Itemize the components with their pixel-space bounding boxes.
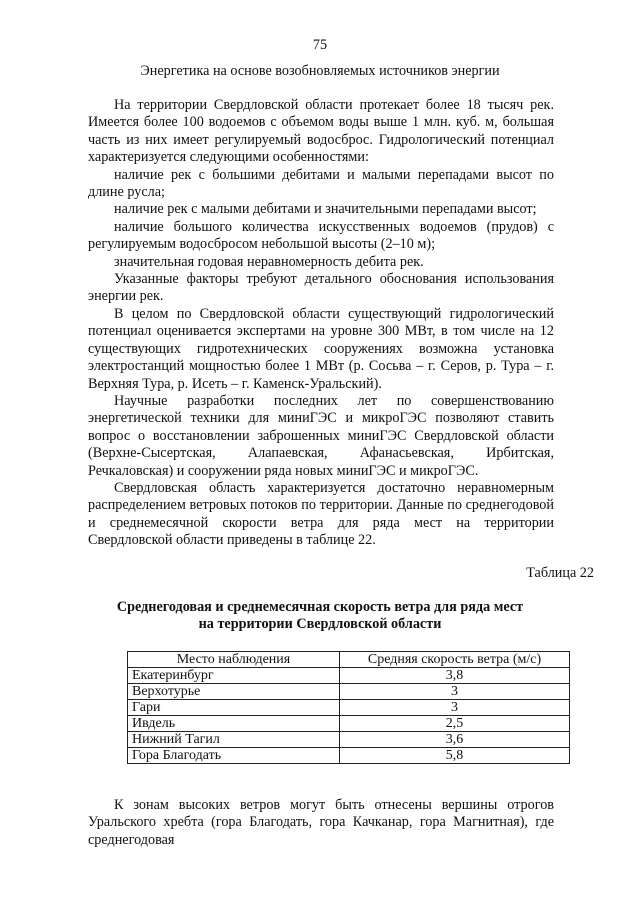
place-cell: Гора Благодать xyxy=(128,748,340,764)
paragraph: Указанные факторы требуют детального обоснования использования энергии рек. xyxy=(88,271,554,305)
speed-cell: 3,6 xyxy=(340,732,570,748)
paragraph: Свердловская область характеризуется достаточно неравномерным распределением ветровых потоков по территории. Данные по среднегодовой и среднемесячной скорости ветра для ряда мест на территории Свердловской области приведены в таблице 22. xyxy=(88,479,554,549)
closing-text xyxy=(88,797,554,849)
paragraph: наличие большого количества искусственных водоемов (прудов) с регулируемым водосбросом небольшой высоты (2–10 м); xyxy=(88,218,554,253)
paragraph: значительная годовая неравномерность дебита рек. xyxy=(114,253,424,270)
paragraph: наличие рек с большими дебитами и малыми перепадами высот по длине русла; xyxy=(88,166,554,201)
place-cell: Гари xyxy=(128,700,340,716)
table-title xyxy=(0,599,640,634)
speed-cell: 5,8 xyxy=(340,748,570,764)
table-header-row xyxy=(128,652,570,668)
place-cell: Нижний Тагил xyxy=(128,732,340,748)
body-text xyxy=(88,97,554,550)
paragraph: К зонам высоких ветров могут быть отнесены вершины отрогов Уральского хребта (гора Благодать, гора Качканар, гора Магнитная), где среднегодовая xyxy=(88,797,554,848)
table-label: Таблица 22 xyxy=(526,565,594,581)
paragraph: наличие рек с малыми дебитами и значительными перепадами высот; xyxy=(114,201,537,218)
table-row xyxy=(128,668,570,684)
table-title-line: Среднегодовая и среднемесячная скорость ветра для ряда мест xyxy=(116,599,524,615)
table-row xyxy=(128,732,570,748)
table-row xyxy=(128,748,570,764)
column-header-place: Место наблюдения xyxy=(128,652,340,668)
place-cell: Ивдель xyxy=(128,716,340,732)
place-cell: Екатеринбург xyxy=(128,668,340,684)
speed-cell: 3 xyxy=(340,700,570,716)
wind-speed-table xyxy=(127,651,570,764)
speed-cell: 3 xyxy=(340,684,570,700)
paragraph: На территории Свердловской области протекает более 18 тысяч рек. Имеется более 100 водоемов с объемом воды выше 1 млн. куб. м, большая часть из них имеет регулируемый водосброс. Гидрологический потенциал характеризуется следующими особенностями: xyxy=(88,97,554,166)
table-row xyxy=(128,716,570,732)
paragraph: Научные разработки последних лет по совершенствованию энергетической техники для миниГЭС и микроГЭС позволяют ставить вопрос о восстановлении заброшенных миниГЭС Свердловской области (Верхне-Сысертская, Алапаевская, Афанасьевская, Ирбитская, Речкаловская) и сооружении ряда новых миниГЭС и микроГЭС. xyxy=(88,392,554,479)
table-row xyxy=(128,700,570,716)
place-cell: Верхотурье xyxy=(128,684,340,700)
table-row xyxy=(128,684,570,700)
paragraph: В целом по Свердловской области существующий гидрологический потенциал оценивается экспертами на уровне 300 МВт, в том числе на 12 существующих гидротехнических сооружениях возможна установка электростанций мощностью более 1 МВт (р. Сосьва – г. Серов, р. Тура – г. Верхняя Тура, р. Исеть – г. Каменск-Уральский). xyxy=(88,305,554,392)
running-header: Энергетика на основе возобновляемых источников энергии xyxy=(140,63,500,79)
speed-cell: 3,8 xyxy=(340,668,570,684)
speed-cell: 2,5 xyxy=(340,716,570,732)
column-header-speed: Средняя скорость ветра (м/с) xyxy=(340,652,570,668)
table-title-line: на территории Свердловской области xyxy=(198,616,442,633)
page-number: 75 xyxy=(312,37,328,53)
